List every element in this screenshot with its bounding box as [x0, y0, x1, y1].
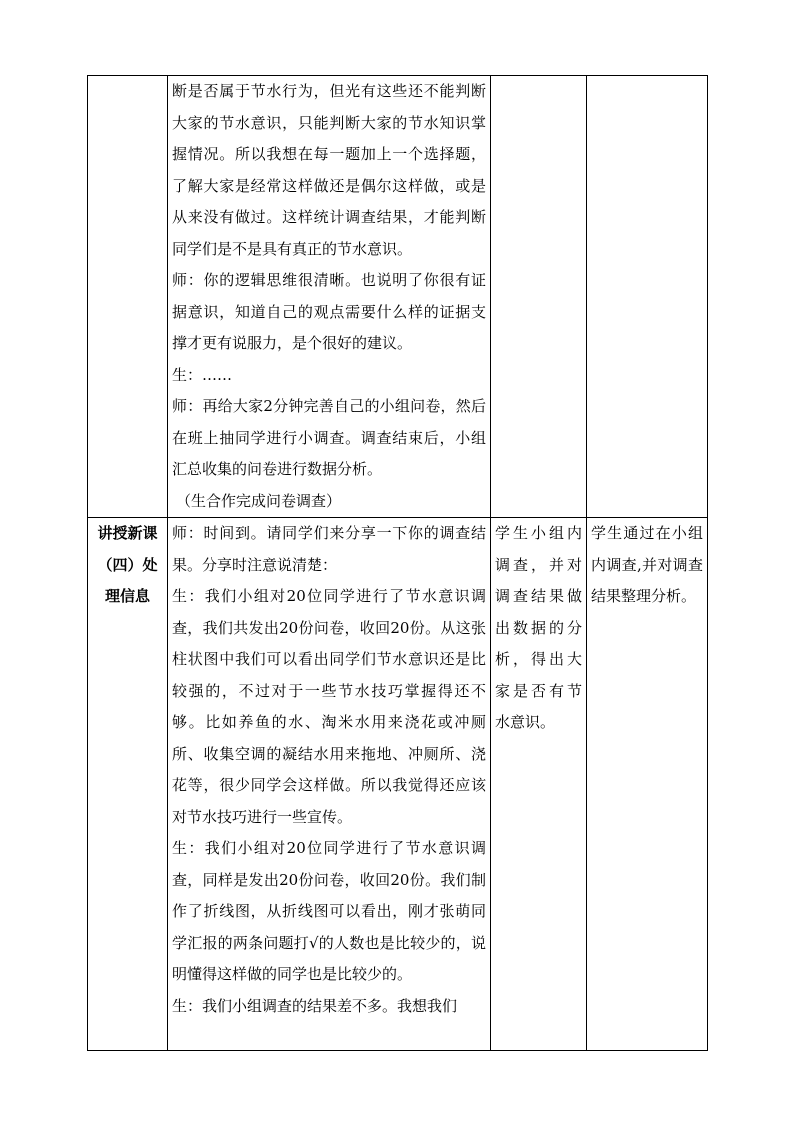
process-paragraph: 生：我们小组对20位同学进行了节水意识调查，同样是发出20份问卷，收回20份。我们制作了折线图，从折线图可以看出，刚才张萌同学汇报的两条问题打√的人数也是比较少的，说明懂得这样做的同学也是比较少的。 — [172, 839, 486, 983]
student-activity-text: 学生小组内调查，并对调查结果做出数据的分析，得出大家是否有节水意识。 — [495, 524, 582, 731]
process-paragraph: 师：你的逻辑思维很清晰。也说明了你很有证据意识，知道自己的观点需要什么样的证据支撑才更有说服力，是个很好的建议。 — [172, 271, 486, 352]
design-intent-cell — [587, 518, 708, 1051]
table-row — [88, 76, 708, 518]
student-activity-cell — [491, 518, 587, 1051]
process-paragraph: 生：…… — [172, 365, 233, 384]
stage-label: 讲授新课（四）处理信息 — [97, 524, 158, 605]
lesson-plan-table — [87, 75, 708, 1051]
process-paragraph: 生：我们小组对20位同学进行了节水意识调查，我们共发出20份问卷，收回20份。从这张柱状图中我们可以看出同学们节水意识还是比较强的，不过对于一些节水技巧掌握得还不够。比如养鱼的水、淘米水用来浇花或冲厕所、收集空调的凝结水用来拖地、冲厕所、浇花等，很少同学会这样做。所以我觉得还应该对节水技巧进行一些宣传。 — [172, 587, 486, 826]
student-activity-cell — [491, 76, 587, 518]
design-intent-text: 学生通过在小组内调查,并对调查结果整理分析。 — [591, 524, 703, 605]
process-paragraph: 师：时间到。请同学们来分享一下你的调查结果。分享时注意说清楚： — [172, 524, 486, 574]
process-cell — [168, 76, 491, 518]
process-paragraph: 师：再给大家2分钟完善自己的小组问卷，然后在班上抽同学进行小调查。调查结束后，小组汇总收集的问卷进行数据分析。 — [172, 397, 486, 478]
stage-cell — [88, 76, 168, 518]
process-cell — [168, 518, 491, 1051]
table-row — [88, 518, 708, 1051]
process-paragraph: 生：我们小组调查的结果差不多。我想我们 — [172, 996, 458, 1015]
stage-cell — [88, 518, 168, 1051]
process-paragraph: （生合作完成问卷调查） — [176, 491, 342, 510]
process-paragraph: 断是否属于节水行为，但光有这些还不能判断大家的节水意识，只能判断大家的节水知识掌握情况。所以我想在每一题加上一个选择题，了解大家是经常这样做还是偶尔这样做，或是从来没有做过。这样统计调查结果，才能判断同学们是不是具有真正的节水意识。 — [172, 82, 486, 258]
design-intent-cell — [587, 76, 708, 518]
